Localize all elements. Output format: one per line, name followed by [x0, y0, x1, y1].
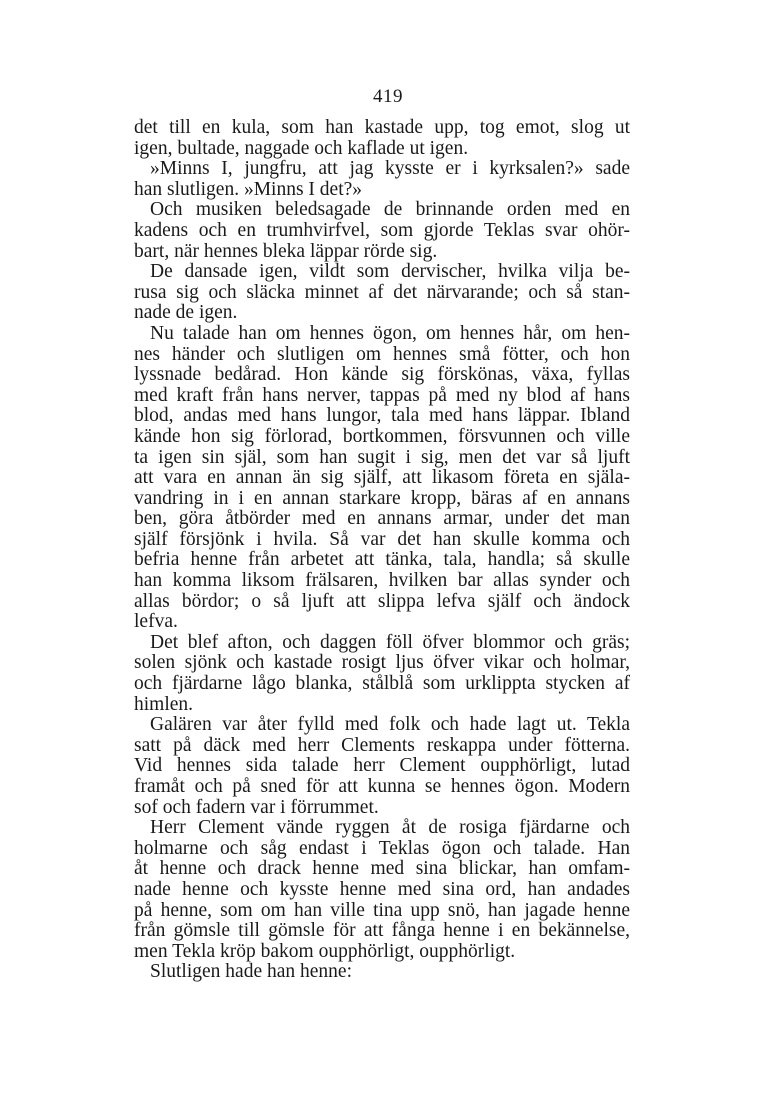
text-line: han slutligen. »Minns I det?»	[134, 179, 363, 200]
text-line: nade henne och kysste henne med sina ord, han andades	[134, 879, 630, 900]
text-line: Det blef afton, och daggen föll öfver blommor och gräs;	[150, 632, 630, 653]
text-line: bart, när hennes bleka läppar rörde sig.	[134, 241, 438, 262]
text-line: och fjärdarne lågo blanka, stålblå som urklippta stycken af	[134, 674, 630, 695]
text-line: Och musiken beledsagade de brinnande orden med en	[150, 200, 630, 221]
text-line: själf försjönk i hvila. Så var det han skulle komma och	[134, 529, 630, 550]
paragraph	[134, 159, 630, 200]
text-line: Galären var åter fylld med folk och hade lagt ut. Tekla	[150, 715, 630, 736]
text-line: med kraft från hans nerver, tappas på med ny blod af hans	[134, 385, 630, 406]
paragraph	[134, 118, 630, 159]
text-line: han komma liksom frälsaren, hvilken bar allas synder och	[134, 571, 630, 592]
text-line: åt henne och drack henne med sina blickar, han omfam-	[134, 859, 630, 880]
text-line: kände hon sig förlorad, bortkommen, försvunnen och ville	[134, 426, 630, 447]
text-line: Herr Clement vände ryggen åt de rosiga fjärdarne och	[150, 818, 630, 839]
text-line: satt på däck med herr Clements reskappa under fötterna.	[134, 735, 630, 756]
text-line: ta igen sin själ, som han sugit i sig, men det var så ljuft	[134, 447, 630, 468]
text-line: igen, bultade, naggade och kaflade ut igen.	[134, 138, 469, 159]
text-line: på henne, som om han ville tina upp snö, han jagade henne	[134, 900, 630, 921]
text-line: blod, andas med hans lungor, tala med hans läppar. Ibland	[134, 406, 630, 427]
text-line: nade de igen.	[134, 303, 238, 324]
text-line: Nu talade han om hennes ögon, om hennes hår, om hen-	[150, 323, 630, 344]
paragraph	[134, 818, 630, 962]
text-line: framåt och på sned för att kunna se hennes ögon. Modern	[134, 777, 630, 797]
text-line: att vara en annan än sig själf, att likasom företa en själa-	[134, 468, 630, 489]
paragraph	[134, 962, 630, 983]
paragraph	[134, 324, 630, 633]
text-line: befria henne från arbetet att tänka, tala, handla; så skulle	[134, 550, 630, 571]
text-line: ben, göra åtbörder med en annans armar, under det man	[134, 509, 630, 530]
paragraph	[134, 200, 630, 262]
text-line: lyssnade bedårad. Hon kände sig förskönas, växa, fyllas	[134, 365, 630, 386]
text-line: men Tekla kröp bakom oupphörligt, oupphörligt.	[134, 941, 516, 962]
text-line: det till en kula, som han kastade upp, tog emot, slog ut	[134, 118, 630, 138]
page-number: 419	[373, 86, 403, 107]
text-line: sof och fadern var i förrummet.	[134, 797, 379, 818]
text-line: De dansade igen, vildt som dervischer, hvilka vilja be-	[150, 262, 630, 283]
paragraph	[134, 262, 630, 324]
text-line: kadens och en trumhvirfvel, som gjorde Teklas svar ohör-	[134, 220, 630, 241]
text-line: rusa sig och släcka minnet af det närvarande; och så stan-	[134, 282, 630, 303]
paragraph	[134, 633, 630, 715]
text-line: holmarne och såg endast i Teklas ögon och talade. Han	[134, 838, 630, 859]
text-line: från gömsle till gömsle för att fånga henne i en bekännelse,	[134, 921, 630, 942]
text-line: nes händer och slutligen om hennes små fötter, och hon	[134, 344, 630, 365]
text-line: solen sjönk och kastade rosigt ljus öfver vikar och holmar,	[134, 653, 630, 674]
text-line: allas bördor; o så ljuft att slippa lefva själf och ändock	[134, 591, 630, 612]
text-line: lefva.	[134, 612, 178, 633]
text-line: »Minns I, jungfru, att jag kysste er i kyrksalen?» sade	[150, 159, 630, 180]
paragraph	[134, 715, 630, 818]
text-line: vandring in i en annan starkare kropp, bäras af en annans	[134, 488, 630, 509]
text-line: himlen.	[134, 694, 194, 715]
text-line: Vid hennes sida talade herr Clement oupphörligt, lutad	[134, 756, 630, 777]
body-text	[134, 118, 630, 983]
text-line: Slutligen hade han henne:	[150, 962, 352, 983]
